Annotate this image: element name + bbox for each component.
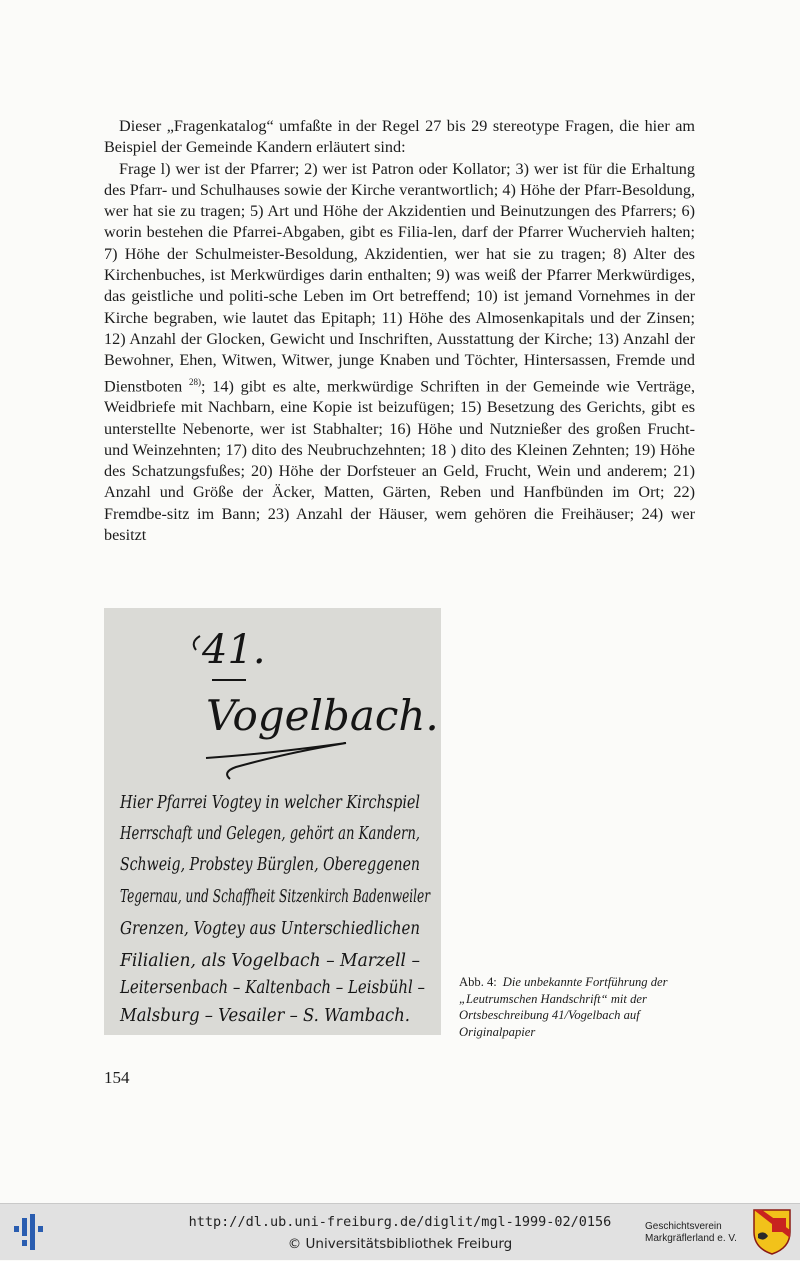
coat-of-arms-icon — [752, 1208, 792, 1261]
body-text — [104, 116, 695, 546]
caption-label: Abb. 4: — [459, 975, 497, 989]
manuscript-title: Vogelbach. — [206, 691, 439, 740]
society-name — [645, 1221, 737, 1245]
society-name-line-1: Geschichtsverein — [645, 1221, 722, 1232]
page-number: 154 — [104, 1068, 130, 1087]
questions-part-1: Frage l) wer ist der Pfarrer; 2) wer ist Patron oder Kollator; 3) wer ist für die Erhaltung des Pfarr- und Schulhauses sowie der Kirche verantwortlich; 4) Höhe der Pfarr-Besoldung, wer hat sie zu tragen; 5) Art und Höhe der Akzidentien und Beinutzungen des Pfarrers; 6) worin bestehen die Pfarrei-Abgaben, gibt es Filia-len, darf der Pfarrer Wuchervieh halten; 7) Höhe der Schulmeister-Besoldung, Akzidentien, wer hat sie zu tragen; 8) Alter des Kirchenbuches, ist Merkwürdiges darin enthalten; 9) was weiß der Pfarrer Merkwürdiges, das geistliche und politi-sche Leben im Ort betreffend; 10) ist jemand Vornehmes in der Kirche begraben, wie lautet das Epitaph; 11) Höhe des Almosenkapitals und der Zinsen; 12) Anzahl der Glocken, Gewicht und Inschriften, Ausstattung der Kirche; 13) Anzahl der Bewohner, Ehen, Witwen, Witwer, junge Knaben und Töchter, Hintersassen, Fremde und Dienstboten — [104, 159, 695, 395]
manuscript-line-1: Hier Pfarrei Vogtey in welcher Kirchspiel — [119, 793, 421, 813]
questions-part-2: ; 14) gibt es alte, merkwürdige Schriften in der Gemeinde wie Verträge, Weidbriefe mit Nachbarn, eine Kopie ist beizufügen; 15) Besetzung des Gerichts, gibt es unterstellte Nebenorte, wer ist Stabhalter; 16) Höhe und Nutznießer des großen Frucht- und Weinzehnten; 17) dito des Neubruchzehnten; 18 ) dito des Kleinen Zehnten; 19) Höhe des Schatzungsfußes; 20) Höhe der Dorfsteuer an Geld, Frucht, Wein und anderem; 21) Anzahl und Größe der Äcker, Matten, Gärten, Reben und Hanfbünden im Ort; 22) Fremdbe-sitz im Bann; 23) Anzahl der Häuser, wem gehören die Freihäuser; 24) wer besitzt — [104, 376, 696, 545]
manuscript-line-7: Leitersenbach – Kaltenbach – Leisbühl – — [119, 978, 426, 998]
figure-caption — [459, 974, 699, 1040]
manuscript-image — [104, 608, 441, 1035]
manuscript-line-4: Tegernau, und Schaffheit Sitzenkirch Badenweiler — [120, 887, 432, 907]
manuscript-line-3: Schweig, Probstey Bürglen, Obereggenen — [120, 855, 420, 875]
caption-text: Die unbekannte Fortführung der „Leutrumschen Handschrift“ mit der Ortsbeschreibung 41/Vogelbach auf Originalpapier — [459, 975, 668, 1039]
manuscript-line-5: Grenzen, Vogtey aus Unterschiedlichen — [120, 919, 420, 939]
manuscript-line-6: Filialien, als Vogelbach – Marzell – — [119, 951, 421, 971]
manuscript-line-2: Herrschaft und Gelegen, gehört an Kandern, — [119, 824, 421, 844]
paragraph-intro: Dieser „Fragenkatalog“ umfaßte in der Regel 27 bis 29 stereotype Fragen, die hier am Beispiel der Gemeinde Kandern erläutert sind: — [104, 117, 695, 157]
footer-bar — [0, 1203, 800, 1260]
manuscript-line-8: Malsburg – Vesailer – S. Wambach. — [119, 1006, 410, 1026]
copyright-notice: © Universitätsbibliothek Freiburg — [287, 1236, 513, 1252]
paragraph-questions — [104, 159, 695, 547]
manuscript-number: 41. — [202, 627, 266, 673]
footnote-reference: 28) — [189, 376, 202, 387]
document-url[interactable]: http://dl.ub.uni-freiburg.de/diglit/mgl-1999-02/0156 — [188, 1214, 612, 1230]
society-name-line-2: Markgräflerland e. V. — [645, 1233, 737, 1244]
manuscript-figure — [104, 608, 441, 1035]
